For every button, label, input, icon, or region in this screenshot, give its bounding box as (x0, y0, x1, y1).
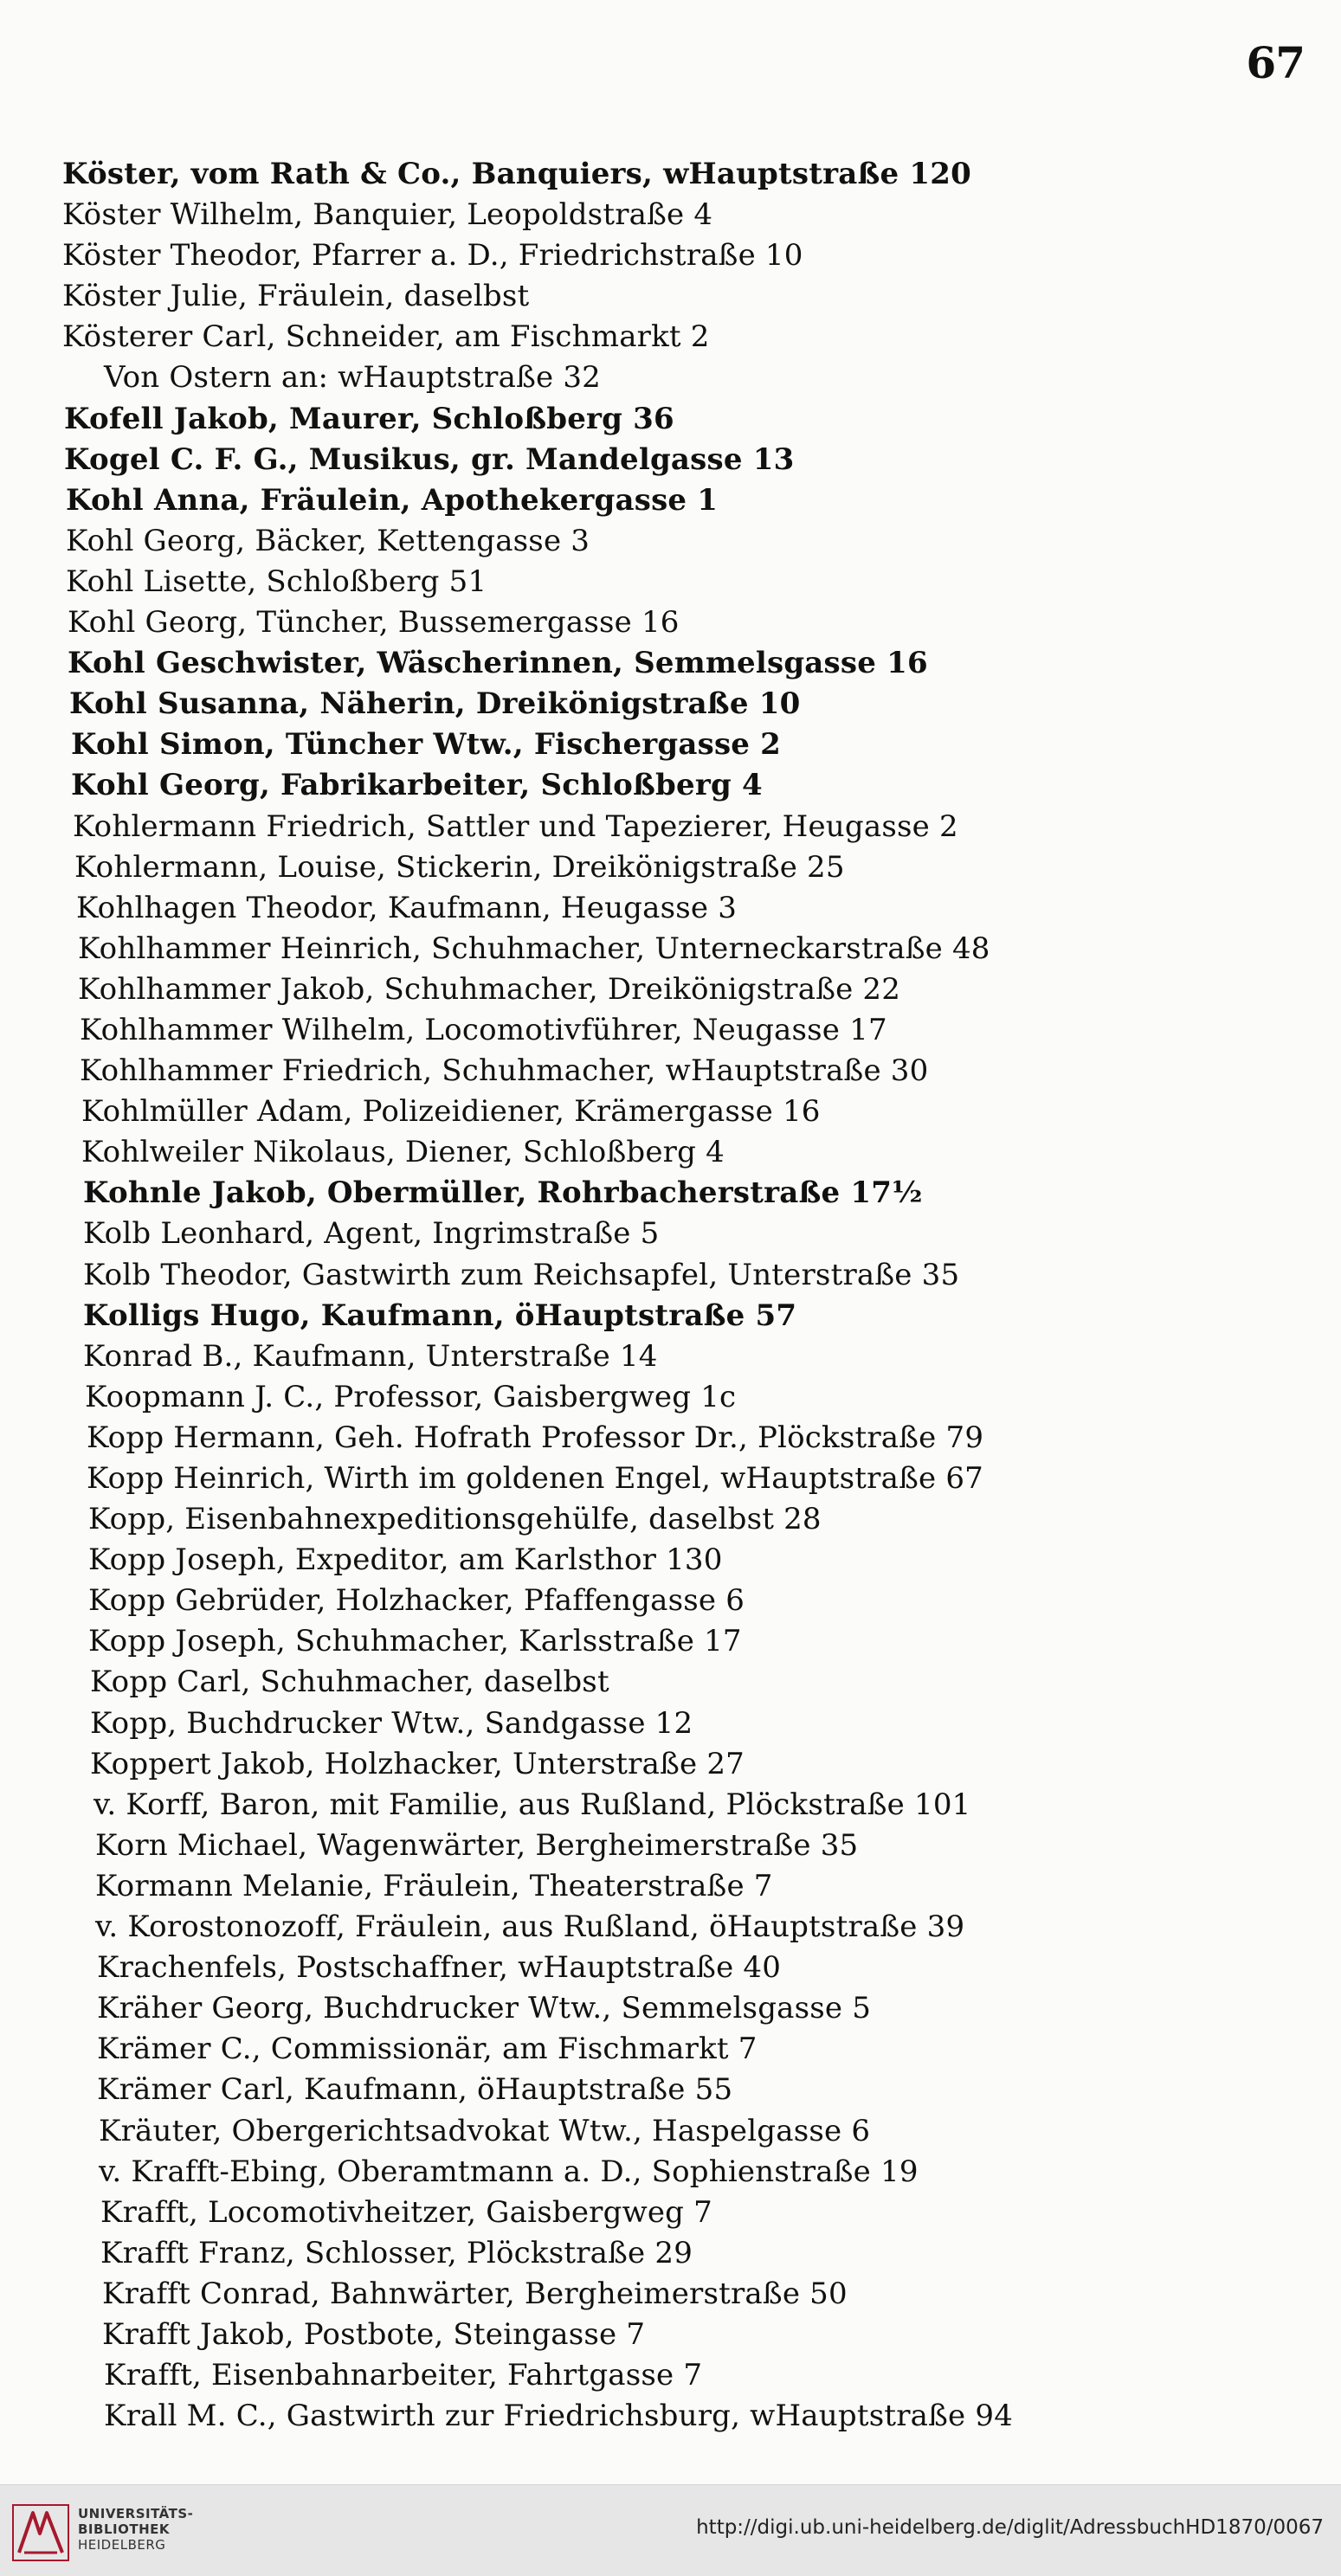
directory-entry: Kolb Theodor, Gastwirth zum Reichsapfel, Unterstraße 35 (83, 1257, 960, 1292)
directory-entry: Kräher Georg, Buchdrucker Wtw., Semmelsgasse 5 (97, 1991, 872, 2026)
directory-entry: Kohlmüller Adam, Polizeidiener, Krämergasse 16 (81, 1094, 821, 1130)
directory-entry: Köster Julie, Fräulein, daselbst (62, 279, 530, 314)
directory-entry: Köster Theodor, Pfarrer a. D., Friedrichstraße 10 (62, 238, 803, 274)
library-name-line-1: UNIVERSITÄTS- (78, 2506, 194, 2521)
directory-entry: Krämer Carl, Kaufmann, öHauptstraße 55 (97, 2072, 733, 2108)
directory-entry: Kopp Joseph, Schuhmacher, Karlsstraße 17 (88, 1624, 742, 1659)
directory-entry: Kopp Gebrüder, Holzhacker, Pfaffengasse 6 (88, 1583, 745, 1619)
directory-entry: Kohl Geschwister, Wäscherinnen, Semmelsgasse 16 (68, 646, 928, 681)
directory-entry: Kolligs Hugo, Kaufmann, öHauptstraße 57 (83, 1298, 797, 1333)
directory-entry: Krafft, Locomotivheitzer, Gaisbergweg 7 (100, 2194, 712, 2230)
directory-entry: Kösterer Carl, Schneider, am Fischmarkt 2 (62, 319, 710, 355)
footer-bar (0, 2484, 1341, 2576)
directory-entry: Konrad B., Kaufmann, Unterstraße 14 (83, 1338, 658, 1374)
directory-entry: Kogel C. F. G., Musikus, gr. Mandelgasse 13 (64, 441, 795, 477)
directory-entry: Kohlermann, Louise, Stickerin, Dreikönigstraße 25 (74, 849, 845, 885)
directory-entry: Krachenfels, Postschaffner, wHauptstraße 40 (97, 1950, 782, 1986)
directory-entry: Korn Michael, Wagenwärter, Bergheimerstraße 35 (95, 1827, 859, 1863)
directory-entry: Kopp Hermann, Geh. Hofrath Professor Dr., Plöckstraße 79 (87, 1420, 984, 1455)
directory-entry: Kohl Georg, Bäcker, Kettengasse 3 (66, 523, 590, 558)
directory-entry: Kohlhagen Theodor, Kaufmann, Heugasse 3 (76, 890, 738, 925)
page-number: 67 (1246, 37, 1305, 88)
directory-entry: Kohl Georg, Tüncher, Bussemergasse 16 (68, 605, 680, 641)
directory-entry: Kohnle Jakob, Obermüller, Rohrbacherstraße 17½ (83, 1175, 923, 1211)
university-library-logo-icon (12, 2504, 69, 2561)
directory-entry-list (0, 154, 1341, 2437)
source-url-link[interactable]: http://digi.ub.uni-heidelberg.de/diglit/AdressbuchHD1870/0067 (696, 2516, 1324, 2539)
directory-entry: Koopmann J. C., Professor, Gaisbergweg 1c (85, 1379, 737, 1414)
directory-entry: Kohl Susanna, Näherin, Dreikönigstraße 10 (69, 686, 801, 722)
directory-entry: Kormann Melanie, Fräulein, Theaterstraße 7 (95, 1868, 773, 1903)
directory-entry: Kofell Jakob, Maurer, Schloßberg 36 (64, 401, 674, 436)
directory-entry: Krafft Jakob, Postbote, Steingasse 7 (102, 2316, 646, 2352)
directory-entry: Krafft, Eisenbahnarbeiter, Fahrtgasse 7 (104, 2358, 703, 2393)
directory-entry: Koppert Jakob, Holzhacker, Unterstraße 27 (90, 1746, 745, 1781)
directory-entry: Krafft Franz, Schlosser, Plöckstraße 29 (100, 2235, 693, 2270)
directory-entry: Kohl Anna, Fräulein, Apothekergasse 1 (66, 482, 719, 518)
directory-entry: Kohlhammer Wilhelm, Locomotivführer, Neugasse 17 (80, 1012, 887, 1047)
directory-entry: Kopp Heinrich, Wirth im goldenen Engel, wHauptstraße 67 (87, 1461, 983, 1496)
directory-entry: Köster Wilhelm, Banquier, Leopoldstraße 4 (62, 197, 713, 233)
directory-entry: Kohl Lisette, Schloßberg 51 (66, 564, 487, 599)
directory-entry: Krall M. C., Gastwirth zur Friedrichsburg, wHauptstraße 94 (104, 2399, 1014, 2434)
directory-entry: Kohlhammer Jakob, Schuhmacher, Dreikönigstraße 22 (78, 971, 901, 1007)
directory-entry: Von Ostern an: wHauptstraße 32 (104, 360, 601, 396)
directory-entry: Kohlweiler Nikolaus, Diener, Schloßberg 4 (81, 1135, 725, 1170)
directory-entry: v. Korostonozoff, Fräulein, aus Rußland, öHauptstraße 39 (95, 1909, 965, 1945)
directory-entry: Kopp, Eisenbahnexpeditionsgehülfe, daselbst 28 (88, 1502, 822, 1537)
library-name (78, 2506, 193, 2553)
directory-entry: v. Krafft-Ebing, Oberamtmann a. D., Sophienstraße 19 (99, 2154, 919, 2189)
directory-entry: Kohl Georg, Fabrikarbeiter, Schloßberg 4 (71, 768, 763, 803)
directory-entry: Kohl Simon, Tüncher Wtw., Fischergasse 2 (71, 727, 782, 763)
directory-entry: Krämer C., Commissionär, am Fischmarkt 7 (97, 2032, 758, 2067)
library-name-line-2: BIBLIOTHEK (78, 2521, 170, 2537)
directory-entry: Kräuter, Obergerichtsadvokat Wtw., Haspelgasse 6 (99, 2113, 871, 2148)
directory-entry: Kohlermann Friedrich, Sattler und Tapezierer, Heugasse 2 (73, 808, 958, 844)
directory-entry: Kohlhammer Heinrich, Schuhmacher, Unterneckarstraße 48 (78, 931, 990, 966)
library-name-line-3: HEIDELBERG (78, 2537, 166, 2553)
directory-entry: v. Korff, Baron, mit Familie, aus Rußland, Plöckstraße 101 (93, 1787, 971, 1822)
directory-entry: Kolb Leonhard, Agent, Ingrimstraße 5 (83, 1216, 660, 1252)
directory-entry: Kohlhammer Friedrich, Schuhmacher, wHauptstraße 30 (80, 1053, 929, 1089)
directory-entry: Kopp Joseph, Expeditor, am Karlsthor 130 (88, 1542, 723, 1578)
directory-entry: Krafft Conrad, Bahnwärter, Bergheimerstraße 50 (102, 2276, 848, 2311)
directory-entry: Kopp, Buchdrucker Wtw., Sandgasse 12 (90, 1705, 693, 1741)
directory-entry: Kopp Carl, Schuhmacher, daselbst (90, 1665, 609, 1700)
directory-entry: Köster, vom Rath & Co., Banquiers, wHauptstraße 120 (62, 157, 971, 191)
